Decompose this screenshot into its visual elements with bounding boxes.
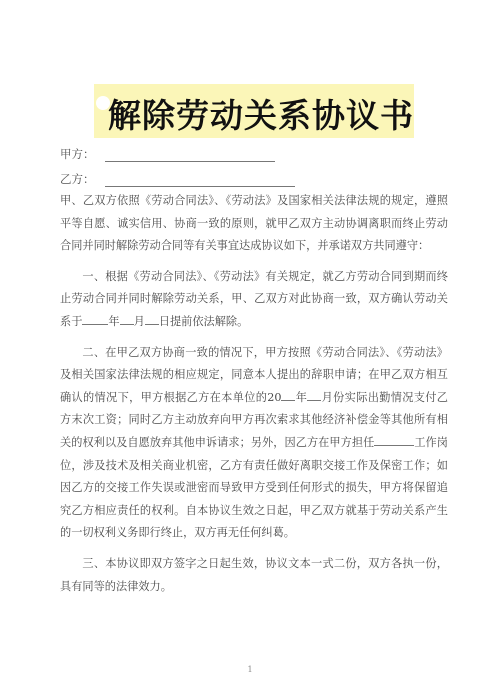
clause-2-year-blank [281, 400, 295, 401]
clause-2-month-blank [307, 400, 321, 401]
clause-1-year-blank [82, 324, 108, 325]
clause-1-paragraph: 一、根据《劳动合同法》、《劳动法》有关规定，就乙方劳动合同到期而终止劳动合同并同时解除劳动关系，甲、乙双方对此协商一致，双方确认劳动关系于 年 月 日提前依法解除。 [60, 269, 448, 328]
clause-2-paragraph: 二、在甲乙双方协商一致的情况下，甲方按照《劳动合同法》、《劳动法》及相关国家法律法规的相应规定，同意本人提出的辞职申请；在甲乙双方相互确认的情况下，甲方根据乙方在本单位的20 年 月份实际出勤情况支付乙方末次工资；同时乙方主动放弃向甲方再次索求其他经济补偿金等其他所有相关的权利以及自愿放弃其他申诉请求；另外，因乙方在甲方担任 工作岗位，涉及技术及相关商业机密，乙方有责任做好离职交接工作及保密工作；如因乙方的交接工作失误或泄密而导致甲方受到任何形式的损失，甲方将保留追究乙方相应责任的权利。自本协议生效之日起，甲乙双方就基于劳动关系产生的一切权利义务即行终止，双方再无任何纠葛。 [60, 345, 448, 540]
agreement-body [60, 190, 448, 606]
clause-1-day-blank [145, 324, 159, 325]
document-title: 解除劳动关系协议书 [108, 96, 414, 135]
party-b-label: 乙方： [60, 172, 95, 186]
party-b-field [60, 171, 295, 187]
page-number: 1 [247, 665, 253, 674]
party-a-blank-line [105, 151, 275, 162]
party-a-label: 甲方： [60, 147, 95, 161]
clause-3-paragraph: 三、本协议即双方签字之日起生效，协议文本一式二份，双方各执一份，具有同等的法律效力。 [60, 556, 448, 593]
clause-2-position-blank [374, 445, 414, 446]
clause-1-month-blank [120, 324, 134, 325]
party-b-blank-line [105, 176, 295, 187]
preamble-paragraph: 甲、乙双方依照《劳动合同法》、《劳动法》及国家相关法律法规的规定，遵照平等自愿、诚实信用、协商一致的原则，就甲乙双方主动协调离职而终止劳动合同并同时解除劳动合同等有关事宜达成协议如下，并承诺双方共同遵守： [60, 194, 448, 253]
party-a-field [60, 146, 275, 162]
